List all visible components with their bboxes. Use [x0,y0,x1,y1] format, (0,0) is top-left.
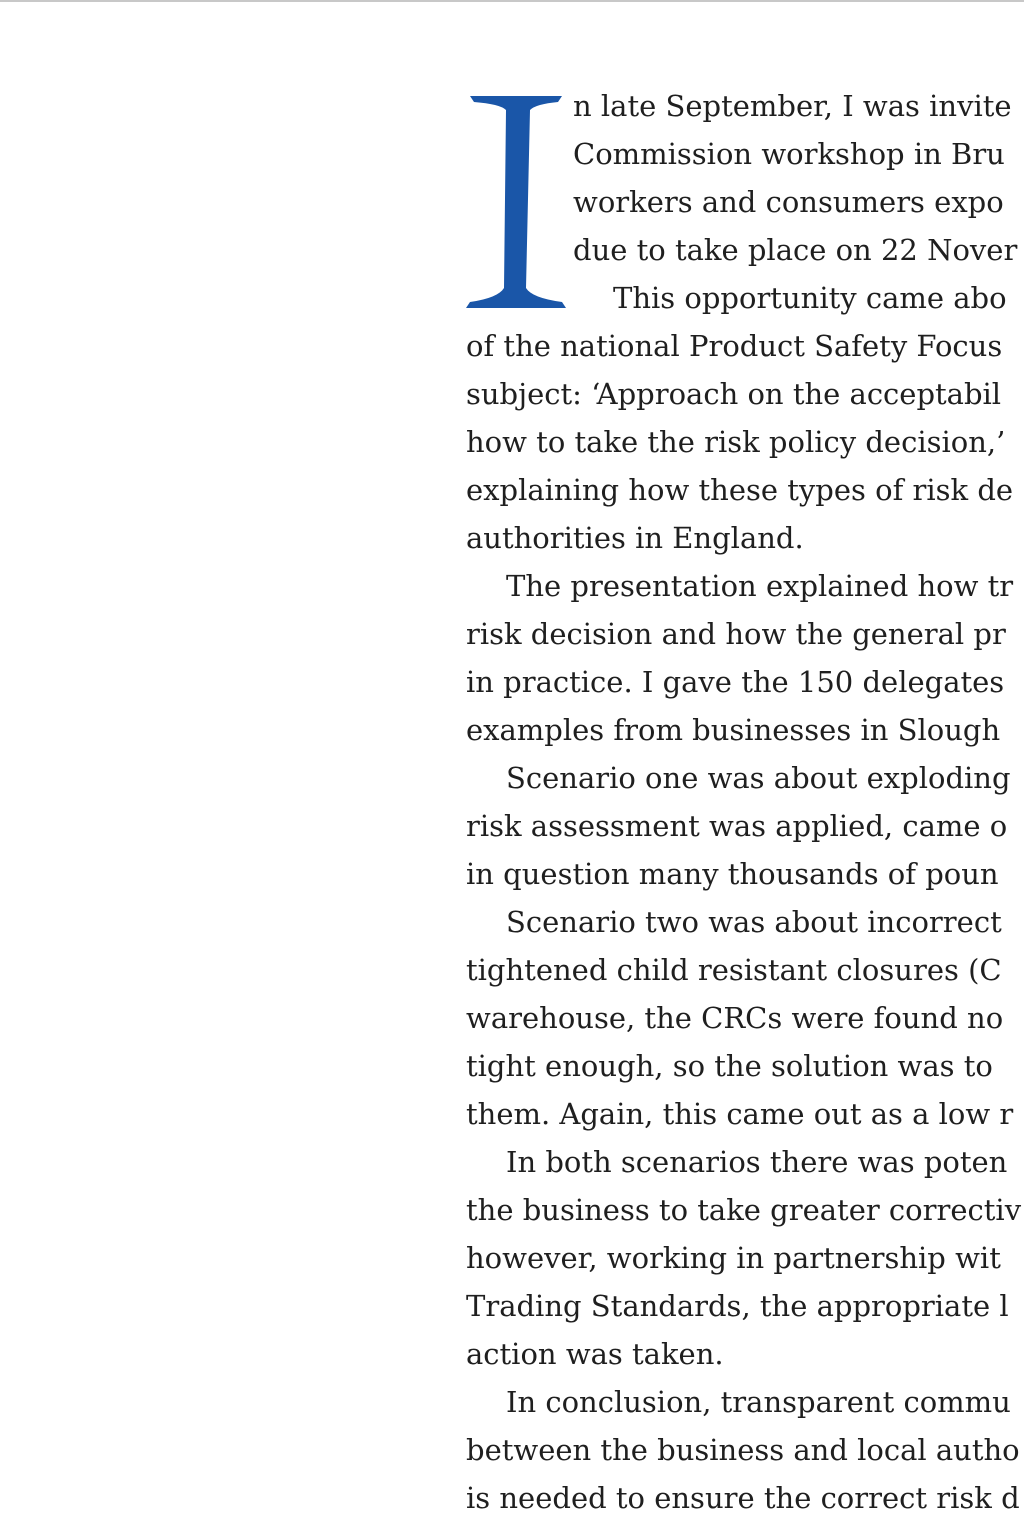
article-body [466,322,1024,1522]
text-line: In both scenarios there was poten [506,1145,1008,1179]
text-line: how to take the risk policy decision,’ [466,425,1006,459]
text-line: action was taken. [466,1337,724,1371]
text-line: risk decision and how the general pr [466,617,1006,651]
text-line: This opportunity came abo [613,281,1007,315]
text-line: tight enough, so the solution was to [466,1049,993,1083]
text-line: workers and consumers expo [573,185,1004,219]
text-line: examples from businesses in Slough [466,713,1001,747]
text-line: risk assessment was applied, came o [466,809,1008,843]
text-line: is needed to ensure the correct risk d [466,1481,1020,1515]
text-line: them. Again, this came out as a low r [466,1097,1014,1131]
text-line: due to take place on 22 Nover [573,233,1018,267]
text-line: authorities in England. [466,521,804,555]
top-rule-divider [0,0,1024,2]
text-line: subject: ‘Approach on the acceptabil [466,377,1002,411]
text-line: Scenario two was about incorrect [506,905,1002,939]
text-line: n late September, I was invite [573,89,1012,123]
text-line: Scenario one was about exploding [506,761,1011,795]
text-line: the business to take greater correctiv [466,1193,1022,1227]
text-line: Commission workshop in Bru [573,137,1005,171]
text-line: tightened child resistant closures (C [466,953,1002,987]
text-line: in practice. I gave the 150 delegates [466,665,1005,699]
lead-paragraph [573,82,1017,322]
text-line: In conclusion, transparent commu [506,1385,1011,1419]
text-line: between the business and local autho [466,1433,1020,1467]
text-line: of the national Product Safety Focus [466,329,1003,363]
text-line: explaining how these types of risk de [466,473,1014,507]
text-line: however, working in partnership wit [466,1241,1001,1275]
text-line: in question many thousands of poun [466,857,999,891]
text-line: warehouse, the CRCs were found no [466,1001,1004,1035]
text-line: Trading Standards, the appropriate l [466,1289,1009,1323]
drop-cap-letter [466,88,566,312]
text-line: The presentation explained how tr [506,569,1014,603]
